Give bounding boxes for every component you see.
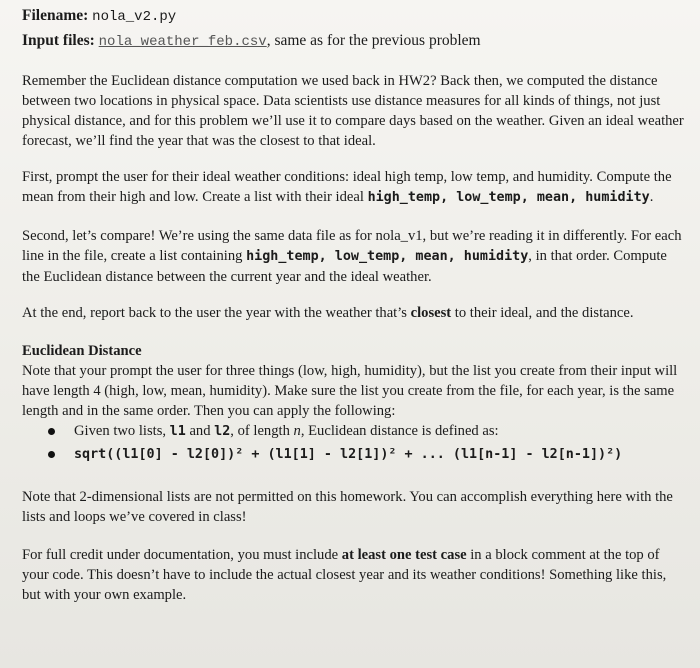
bullet-n: n [293,423,301,439]
bullet-l1: l1 [169,424,186,439]
bullet-l2: l2 [214,424,231,439]
step-two-paragraph [22,226,686,287]
bullet-mid: , of length [230,423,294,439]
bullet-and: and [185,423,215,439]
documentation-bold: at least one test case [341,547,467,563]
bullet-dot-icon [48,451,55,458]
input-files-label: Input files: [22,32,95,49]
euclidean-body: Note that your prompt the user for three things (low, high, humidity), but the list you create from their input will have length 4 (high, low, mean, humidity). Make sure the list you create from the file, for each year, is the same length and in the same order. Then you can apply the following: [22,363,678,419]
report-post: to their ideal, and the distance. [451,305,634,321]
filename-label: Filename: [22,7,89,24]
documentation-post: in a block comment at the top of your code. This doesn’t have to include the actual closest year and its weather conditions! Something like this, but with your own example. [22,547,667,603]
intro-paragraph: Remember the Euclidean distance computation we used back in HW2? Back then, we computed the distance between two locations in physical space. Data scientists use distance measures for all kinds of things, not just physical distance, and for this problem we’ll use it to compare days based on the weather. Given an ideal weather forecast, we’ll find the year that was the closest to that ideal. [22,73,684,149]
bullet-definition [22,421,686,442]
euclidean-title: Euclidean Distance [22,343,142,359]
input-files-suffix: , same as for the previous problem [266,32,481,49]
filename-value: nola_v2.py [92,9,177,25]
two-d-lists-note: Note that 2-dimensional lists are not permitted on this homework. You can accomplish everything here with the lists and loops we’ve covered in class! [22,489,673,525]
input-file-link[interactable]: nola_weather_feb.csv [98,34,267,50]
step-two-end: , in that order. Compute the Euclidean distance between the current year and the ideal weather. [22,248,667,285]
bullet-formula [22,444,686,465]
documentation-paragraph [22,545,686,605]
filename-line [22,4,686,29]
report-pre: At the end, report back to the user the year with the weather that’s [22,305,411,321]
euclidean-bullets [22,421,686,465]
report-paragraph [22,303,686,323]
documentation-pre: For full credit under documentation, you must include [22,547,342,563]
input-files-line [22,29,686,54]
euclidean-section [22,341,686,465]
step-one-text: First, prompt the user for their ideal weather conditions: ideal high temp, low temp, and humidity. Compute the mean from their high and low. Create a list with their ideal [22,169,672,205]
report-bold: closest [410,305,452,321]
step-one-end: . [649,189,654,205]
bullet-definition-pre: Given two lists, [74,423,170,439]
step-one-paragraph [22,167,686,208]
bullet-post: , Euclidean distance is defined as: [300,423,499,439]
step-one-code: high_temp, low_temp, mean, humidity [367,190,650,205]
bullet-dot-icon [48,428,55,435]
step-two-text: Second, let’s compare! We’re using the same data file as for nola_v1, but we’re reading it in differently. For each line in the file, create a list containing [22,228,682,264]
step-two-code: high_temp, low_temp, mean, humidity [246,249,529,264]
euclidean-formula: sqrt((l1[0] - l2[0])² + (l1[1] - l2[1])² + ... (l1[n-1] - l2[n-1])²) [74,447,623,462]
